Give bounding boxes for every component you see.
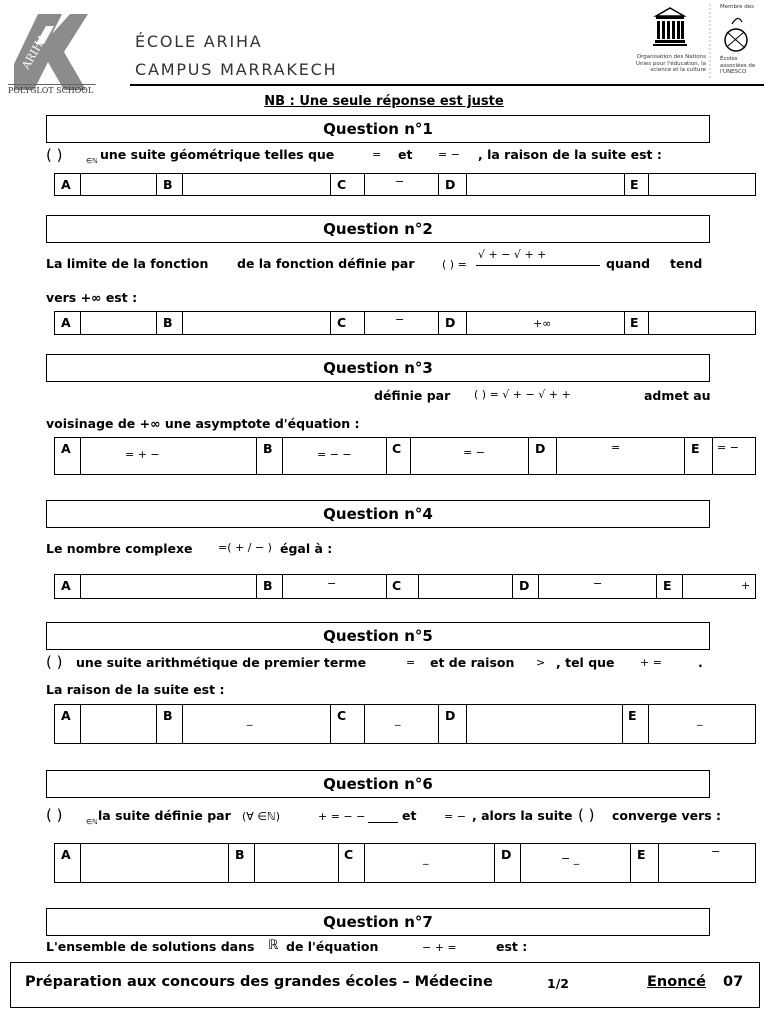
question-text: Le nombre complexe — [46, 541, 193, 556]
question-title: Question n°7 — [46, 908, 710, 936]
answer-option-c[interactable]: C — [331, 705, 365, 743]
answer-option-d[interactable]: D — [439, 174, 467, 195]
document-number: 07 — [723, 974, 744, 990]
question-title: Question n°4 — [46, 500, 710, 528]
answer-option-e[interactable]: E — [625, 174, 649, 195]
answer-row: A = + − B = − − C = − D = E = − — [54, 437, 756, 475]
question-text: définie par — [374, 388, 451, 403]
answer-option-d[interactable]: D — [513, 575, 539, 598]
answer-option-c[interactable]: C — [331, 174, 365, 195]
answer-option-c[interactable]: C — [387, 575, 419, 598]
answer-option-d[interactable]: D — [529, 438, 557, 474]
answer-row: A B C _ D − _ E − — [54, 843, 756, 883]
campus-name: CAMPUS MARRAKECH — [135, 60, 338, 79]
question-text: une suite géométrique telles que — [100, 147, 335, 162]
answer-option-e[interactable]: E — [657, 575, 683, 598]
answer-option-d[interactable]: D — [495, 844, 521, 882]
answer-option-a[interactable]: A — [55, 438, 81, 474]
school-logo — [8, 4, 96, 96]
answer-option-e[interactable]: E — [685, 438, 713, 474]
school-name: ÉCOLE ARIHA — [135, 32, 263, 51]
answer-option-d[interactable]: D — [439, 705, 467, 743]
answer-option-c[interactable]: C — [387, 438, 411, 474]
question-title: Question n°1 — [46, 115, 710, 143]
answer-option-d[interactable]: D — [439, 312, 467, 334]
page-footer — [10, 962, 760, 1008]
answer-option-b[interactable]: B — [157, 174, 183, 195]
question-text: L'ensemble de solutions dans — [46, 939, 255, 954]
answer-option-c[interactable]: C — [331, 312, 365, 334]
answer-row: A B C − D +∞ E — [54, 311, 756, 335]
answer-option-a[interactable]: A — [55, 312, 81, 334]
answer-option-b[interactable]: B — [157, 312, 183, 334]
question-title: Question n°6 — [46, 770, 710, 798]
answer-option-b[interactable]: B — [257, 575, 283, 598]
unesco-schools-text: Écoles associées de l'UNESCO — [720, 56, 756, 75]
footer-label: Enoncé — [647, 974, 706, 990]
answer-row: A B − C D − E + — [54, 574, 756, 599]
answer-option-a[interactable]: A — [55, 844, 81, 882]
answer-option-a[interactable]: A — [55, 174, 81, 195]
question-title: Question n°5 — [46, 622, 710, 650]
nb-note: NB : Une seule réponse est juste — [264, 94, 504, 109]
answer-option-b[interactable]: B — [229, 844, 255, 882]
logo-subtitle: POLYGLOT SCHOOL — [8, 86, 94, 95]
answer-option-e[interactable]: E — [631, 844, 659, 882]
unesco-org-text: Organisation des Nations Unies pour l'éducation, la science et la culture — [635, 54, 706, 73]
answer-option-b[interactable]: B — [157, 705, 183, 743]
logo-text: ARIHA — [19, 31, 50, 72]
header-rule — [130, 84, 764, 86]
question-text: la suite définie par — [98, 808, 231, 823]
answer-option-e[interactable]: E — [625, 312, 649, 334]
unesco-member-text: Membre des — [720, 4, 754, 10]
answer-row: A B _ C _ D E _ — [54, 704, 756, 744]
footer-title: Préparation aux concours des grandes écoles – Médecine — [25, 974, 493, 990]
answer-option-a[interactable]: A — [55, 575, 81, 598]
index-set: ∈ℕ — [86, 157, 98, 165]
answer-option-a[interactable]: A — [55, 705, 81, 743]
sequence-symbol: ( ) — [46, 146, 63, 164]
question-title: Question n°2 — [46, 215, 710, 243]
answer-option-b[interactable]: B — [257, 438, 283, 474]
question-text: La limite de la fonction — [46, 256, 209, 271]
answer-option-c[interactable]: C — [339, 844, 365, 882]
answer-option-e[interactable]: E — [623, 705, 649, 743]
answer-row: A B C − D E — [54, 173, 756, 196]
unesco-logo — [628, 2, 764, 82]
question-text: une suite arithmétique de premier terme — [76, 655, 367, 670]
question-title: Question n°3 — [46, 354, 710, 382]
page-number: 1/2 — [547, 976, 569, 991]
